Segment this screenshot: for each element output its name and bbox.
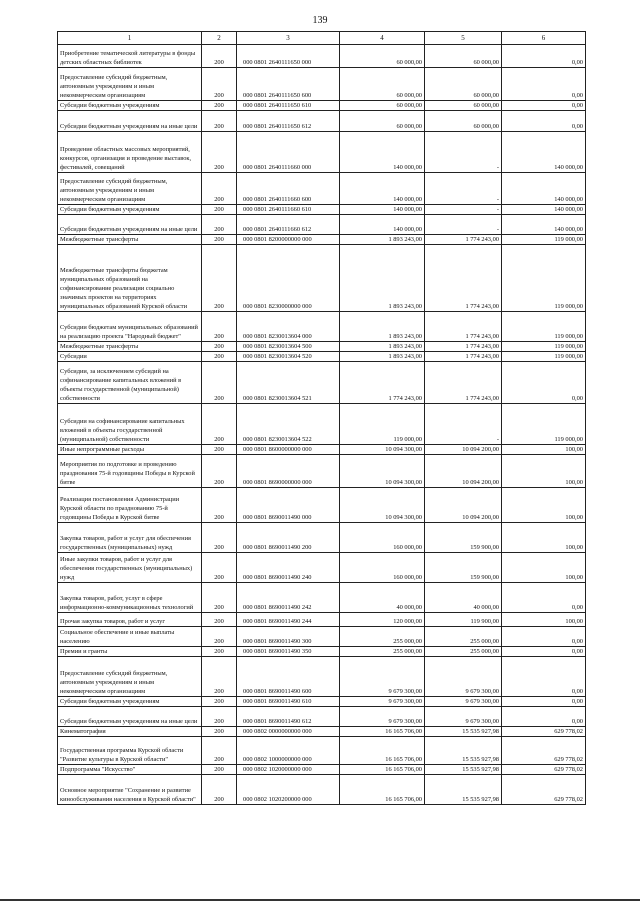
row-value-col4-cell: 9 679 300,00 [340, 697, 425, 707]
row-value-col6-cell: 0,00 [502, 627, 586, 647]
column-header-6: 6 [502, 32, 586, 45]
row-value-col5-cell: 60 000,00 [425, 111, 502, 132]
row-value-col5-cell: 159 900,00 [425, 553, 502, 583]
row-value-col5-cell: - [425, 404, 502, 445]
row-value-col5-cell: 255 000,00 [425, 627, 502, 647]
row-name-cell: Субсидии бюджетным учреждениям на иные цели [58, 215, 202, 235]
row-name-cell: Кинематография [58, 727, 202, 737]
table-row [58, 727, 586, 737]
row-name-cell: Субсидии бюджетным учреждениям на иные цели [58, 707, 202, 727]
row-kbk-cell: 000 0802 1020200000 000 [237, 775, 340, 805]
row-value-col5-cell: - [425, 215, 502, 235]
row-kbk-cell: 000 0802 0000000000 000 [237, 727, 340, 737]
row-kbk-cell: 000 0801 2640111650 000 [237, 45, 340, 68]
row-code-cell: 200 [202, 312, 237, 342]
row-name-cell: Предоставление субсидий бюджетным, автономным учреждениям и иным некоммерческим организациям [58, 657, 202, 697]
row-code-cell: 200 [202, 727, 237, 737]
table-row [58, 553, 586, 583]
row-code-cell: 200 [202, 215, 237, 235]
row-name-cell: Подпрограмма "Искусство" [58, 765, 202, 775]
row-value-col5-cell: 159 900,00 [425, 523, 502, 553]
table-row [58, 765, 586, 775]
row-name-cell: Субсидии [58, 352, 202, 362]
row-kbk-cell: 000 0801 8230013604 522 [237, 404, 340, 445]
row-value-col4-cell: 10 094 300,00 [340, 445, 425, 455]
row-kbk-cell: 000 0801 8690011490 000 [237, 488, 340, 523]
row-value-col5-cell: 15 535 927,98 [425, 727, 502, 737]
row-kbk-cell: 000 0801 8200000000 000 [237, 235, 340, 245]
row-value-col6-cell: 629 778,02 [502, 775, 586, 805]
row-value-col4-cell: 140 000,00 [340, 205, 425, 215]
row-kbk-cell: 000 0801 8230013604 500 [237, 342, 340, 352]
row-value-col5-cell: 15 535 927,98 [425, 737, 502, 765]
row-code-cell: 200 [202, 523, 237, 553]
row-value-col4-cell: 9 679 300,00 [340, 707, 425, 727]
row-code-cell: 200 [202, 101, 237, 111]
row-kbk-cell: 000 0802 1000000000 000 [237, 737, 340, 765]
row-value-col4-cell: 16 165 706,00 [340, 727, 425, 737]
row-value-col4-cell: 60 000,00 [340, 111, 425, 132]
row-code-cell: 200 [202, 205, 237, 215]
table-body [58, 45, 586, 805]
page-bottom-rule [0, 899, 640, 901]
row-value-col5-cell: 10 094 200,00 [425, 445, 502, 455]
table-row [58, 205, 586, 215]
row-name-cell: Предоставление субсидий бюджетным, автономным учреждениям и иным некоммерческим организациям [58, 173, 202, 205]
row-value-col4-cell: 140 000,00 [340, 173, 425, 205]
budget-table [57, 31, 586, 805]
row-code-cell: 200 [202, 111, 237, 132]
table-row [58, 68, 586, 101]
table-row [58, 215, 586, 235]
row-kbk-cell: 000 0801 2640111650 612 [237, 111, 340, 132]
row-value-col4-cell: 140 000,00 [340, 215, 425, 235]
row-code-cell: 200 [202, 342, 237, 352]
row-value-col4-cell: 255 000,00 [340, 647, 425, 657]
column-header-5: 5 [425, 32, 502, 45]
row-value-col6-cell: 140 000,00 [502, 205, 586, 215]
row-value-col5-cell: 1 774 243,00 [425, 352, 502, 362]
row-value-col6-cell: 140 000,00 [502, 132, 586, 173]
row-value-col6-cell: 0,00 [502, 362, 586, 404]
table-row [58, 523, 586, 553]
row-code-cell: 200 [202, 657, 237, 697]
row-kbk-cell: 000 0801 8230013604 521 [237, 362, 340, 404]
column-header-4: 4 [340, 32, 425, 45]
row-value-col6-cell: 0,00 [502, 101, 586, 111]
row-kbk-cell: 000 0801 8690011490 200 [237, 523, 340, 553]
row-value-col5-cell: 119 900,00 [425, 613, 502, 627]
row-code-cell: 200 [202, 553, 237, 583]
row-value-col4-cell: 1 893 243,00 [340, 245, 425, 312]
row-value-col6-cell: 100,00 [502, 455, 586, 488]
row-value-col6-cell: 119 000,00 [502, 352, 586, 362]
row-kbk-cell: 000 0801 8690011490 600 [237, 657, 340, 697]
row-value-col6-cell: 100,00 [502, 523, 586, 553]
row-kbk-cell: 000 0801 8600000000 000 [237, 445, 340, 455]
row-name-cell: Субсидии, за исключением субсидий на софинансирование капитальных вложений в объекты государственной (муниципальной) собственности [58, 362, 202, 404]
table-row [58, 45, 586, 68]
row-kbk-cell: 000 0801 8690011490 240 [237, 553, 340, 583]
row-value-col5-cell: - [425, 132, 502, 173]
row-value-col4-cell: 60 000,00 [340, 101, 425, 111]
row-kbk-cell: 000 0801 2640111650 610 [237, 101, 340, 111]
row-value-col4-cell: 1 893 243,00 [340, 352, 425, 362]
row-value-col6-cell: 119 000,00 [502, 245, 586, 312]
row-value-col6-cell: 0,00 [502, 45, 586, 68]
table-row [58, 445, 586, 455]
row-name-cell: Иные закупки товаров, работ и услуг для обеспечения государственных (муниципальных) нужд [58, 553, 202, 583]
row-code-cell: 200 [202, 627, 237, 647]
row-value-col6-cell: 119 000,00 [502, 235, 586, 245]
row-value-col6-cell: 0,00 [502, 647, 586, 657]
row-value-col5-cell: 255 000,00 [425, 647, 502, 657]
row-code-cell: 200 [202, 445, 237, 455]
table-row [58, 101, 586, 111]
table-row [58, 647, 586, 657]
row-value-col4-cell: 1 893 243,00 [340, 235, 425, 245]
row-value-col6-cell: 140 000,00 [502, 215, 586, 235]
row-value-col5-cell: 60 000,00 [425, 68, 502, 101]
row-value-col5-cell: 10 094 200,00 [425, 488, 502, 523]
row-name-cell: Мероприятия по подготовке и проведению празднования 75-й годовщины Победы в Курской битве [58, 455, 202, 488]
row-value-col5-cell: 1 774 243,00 [425, 342, 502, 352]
row-kbk-cell: 000 0801 8690000000 000 [237, 455, 340, 488]
row-code-cell: 200 [202, 775, 237, 805]
row-name-cell: Закупка товаров, работ, услуг в сфере информационно-коммуникационных технологий [58, 583, 202, 613]
table-row [58, 132, 586, 173]
row-name-cell: Проведение областных массовых мероприятий, конкурсов, организация и проведение выставок, фестивалей, совещаний [58, 132, 202, 173]
table-row [58, 404, 586, 445]
row-code-cell: 200 [202, 697, 237, 707]
row-value-col6-cell: 0,00 [502, 697, 586, 707]
row-value-col5-cell: 1 774 243,00 [425, 235, 502, 245]
row-value-col6-cell: 0,00 [502, 583, 586, 613]
table-row [58, 775, 586, 805]
row-value-col4-cell: 120 000,00 [340, 613, 425, 627]
table-row [58, 488, 586, 523]
row-name-cell: Субсидии бюджетным учреждениям на иные цели [58, 111, 202, 132]
row-name-cell: Субсидии бюджетным учреждениям [58, 205, 202, 215]
row-value-col6-cell: 629 778,02 [502, 765, 586, 775]
row-kbk-cell: 000 0801 8230013604 520 [237, 352, 340, 362]
table-row [58, 362, 586, 404]
row-code-cell: 200 [202, 173, 237, 205]
row-kbk-cell: 000 0801 2640111660 612 [237, 215, 340, 235]
row-value-col6-cell: 119 000,00 [502, 342, 586, 352]
row-name-cell: Межбюджетные трансферты бюджетам муниципальных образований на софинансирование реализации социально значимых проектов на территориях муниципальных образований Курской области [58, 245, 202, 312]
row-value-col5-cell: - [425, 173, 502, 205]
row-value-col4-cell: 40 000,00 [340, 583, 425, 613]
row-value-col4-cell: 16 165 706,00 [340, 775, 425, 805]
row-name-cell: Реализация постановления Администрации Курской области по празднованию 75-й годовщины Победы в Курской битве [58, 488, 202, 523]
row-name-cell: Основное мероприятие "Сохранение и развитие кинообслуживания населения в Курской области" [58, 775, 202, 805]
table-row [58, 737, 586, 765]
row-code-cell: 200 [202, 45, 237, 68]
row-name-cell: Субсидии бюджетным учреждениям [58, 697, 202, 707]
row-value-col5-cell: 60 000,00 [425, 101, 502, 111]
row-name-cell: Приобретение тематической литературы в фонды детских областных библиотек [58, 45, 202, 68]
row-value-col4-cell: 16 165 706,00 [340, 765, 425, 775]
table-header-row [58, 32, 586, 45]
row-code-cell: 200 [202, 765, 237, 775]
row-kbk-cell: 000 0801 8690011490 610 [237, 697, 340, 707]
row-name-cell: Субсидии бюджетам муниципальных образований на реализацию проекта "Народный бюджет" [58, 312, 202, 342]
row-value-col6-cell: 100,00 [502, 445, 586, 455]
column-header-2: 2 [202, 32, 237, 45]
row-value-col5-cell: 60 000,00 [425, 45, 502, 68]
row-code-cell: 200 [202, 488, 237, 523]
row-value-col6-cell: 140 000,00 [502, 173, 586, 205]
table-row [58, 455, 586, 488]
row-code-cell: 200 [202, 68, 237, 101]
row-value-col4-cell: 140 000,00 [340, 132, 425, 173]
table-row [58, 657, 586, 697]
row-name-cell: Премии и гранты [58, 647, 202, 657]
table-row [58, 583, 586, 613]
row-value-col5-cell: - [425, 205, 502, 215]
table-row [58, 111, 586, 132]
row-value-col4-cell: 1 893 243,00 [340, 312, 425, 342]
row-kbk-cell: 000 0801 8230013604 000 [237, 312, 340, 342]
row-value-col4-cell: 16 165 706,00 [340, 737, 425, 765]
row-value-col6-cell: 100,00 [502, 553, 586, 583]
row-value-col5-cell: 40 000,00 [425, 583, 502, 613]
row-value-col5-cell: 15 535 927,98 [425, 775, 502, 805]
row-value-col4-cell: 119 000,00 [340, 404, 425, 445]
table-row [58, 613, 586, 627]
row-value-col5-cell: 9 679 300,00 [425, 707, 502, 727]
row-code-cell: 200 [202, 235, 237, 245]
row-value-col6-cell: 629 778,02 [502, 737, 586, 765]
row-code-cell: 200 [202, 132, 237, 173]
row-value-col4-cell: 160 000,00 [340, 553, 425, 583]
row-value-col6-cell: 0,00 [502, 111, 586, 132]
row-value-col4-cell: 60 000,00 [340, 68, 425, 101]
row-value-col6-cell: 100,00 [502, 613, 586, 627]
row-kbk-cell: 000 0801 2640111660 610 [237, 205, 340, 215]
row-value-col6-cell: 629 778,02 [502, 727, 586, 737]
row-kbk-cell: 000 0801 2640111650 600 [237, 68, 340, 101]
column-header-1: 1 [58, 32, 202, 45]
row-code-cell: 200 [202, 647, 237, 657]
row-value-col4-cell: 255 000,00 [340, 627, 425, 647]
row-value-col6-cell: 100,00 [502, 488, 586, 523]
row-value-col5-cell: 1 774 243,00 [425, 362, 502, 404]
row-name-cell: Субсидии на софинансирование капитальных вложений в объекты государственной (муниципальной) собственности [58, 404, 202, 445]
row-value-col6-cell: 119 000,00 [502, 312, 586, 342]
row-value-col6-cell: 119 000,00 [502, 404, 586, 445]
row-value-col6-cell: 0,00 [502, 68, 586, 101]
row-kbk-cell: 000 0801 8230000000 000 [237, 245, 340, 312]
row-value-col5-cell: 10 094 200,00 [425, 455, 502, 488]
row-value-col5-cell: 1 774 243,00 [425, 312, 502, 342]
row-name-cell: Государственная программа Курской области "Развитие культуры в Курской области" [58, 737, 202, 765]
row-kbk-cell: 000 0801 2640111660 000 [237, 132, 340, 173]
row-value-col5-cell: 1 774 243,00 [425, 245, 502, 312]
row-kbk-cell: 000 0801 8690011490 350 [237, 647, 340, 657]
row-name-cell: Иные непрограммные расходы [58, 445, 202, 455]
row-value-col4-cell: 10 094 300,00 [340, 488, 425, 523]
row-value-col5-cell: 9 679 300,00 [425, 657, 502, 697]
row-code-cell: 200 [202, 352, 237, 362]
row-name-cell: Межбюджетные трансферты [58, 235, 202, 245]
row-code-cell: 200 [202, 404, 237, 445]
row-name-cell: Прочая закупка товаров, работ и услуг [58, 613, 202, 627]
table-row [58, 627, 586, 647]
table-row [58, 245, 586, 312]
row-value-col6-cell: 0,00 [502, 707, 586, 727]
table-row [58, 312, 586, 342]
table-row [58, 352, 586, 362]
row-code-cell: 200 [202, 737, 237, 765]
row-name-cell: Межбюджетные трансферты [58, 342, 202, 352]
row-kbk-cell: 000 0801 8690011490 612 [237, 707, 340, 727]
row-name-cell: Социальное обеспечение и иные выплаты населению [58, 627, 202, 647]
row-name-cell: Закупка товаров, работ и услуг для обеспечения государственных (муниципальных) нужд [58, 523, 202, 553]
table-row [58, 697, 586, 707]
row-value-col4-cell: 9 679 300,00 [340, 657, 425, 697]
row-value-col4-cell: 60 000,00 [340, 45, 425, 68]
row-code-cell: 200 [202, 707, 237, 727]
row-kbk-cell: 000 0801 2640111660 600 [237, 173, 340, 205]
row-value-col4-cell: 160 000,00 [340, 523, 425, 553]
row-kbk-cell: 000 0802 1020000000 000 [237, 765, 340, 775]
row-value-col4-cell: 1 774 243,00 [340, 362, 425, 404]
row-code-cell: 200 [202, 613, 237, 627]
row-value-col6-cell: 0,00 [502, 657, 586, 697]
row-name-cell: Субсидии бюджетным учреждениям [58, 101, 202, 111]
row-value-col4-cell: 1 893 243,00 [340, 342, 425, 352]
row-name-cell: Предоставление субсидий бюджетным, автономным учреждениям и иным некоммерческим организациям [58, 68, 202, 101]
row-value-col5-cell: 9 679 300,00 [425, 697, 502, 707]
page-number: 139 [312, 15, 328, 26]
row-code-cell: 200 [202, 455, 237, 488]
column-header-3: 3 [237, 32, 340, 45]
row-kbk-cell: 000 0801 8690011490 300 [237, 627, 340, 647]
table-row [58, 342, 586, 352]
row-value-col5-cell: 15 535 927,98 [425, 765, 502, 775]
row-kbk-cell: 000 0801 8690011490 242 [237, 583, 340, 613]
row-kbk-cell: 000 0801 8690011490 244 [237, 613, 340, 627]
row-code-cell: 200 [202, 583, 237, 613]
row-code-cell: 200 [202, 362, 237, 404]
table-row [58, 707, 586, 727]
row-code-cell: 200 [202, 245, 237, 312]
table-row [58, 235, 586, 245]
row-value-col4-cell: 10 094 300,00 [340, 455, 425, 488]
table-row [58, 173, 586, 205]
